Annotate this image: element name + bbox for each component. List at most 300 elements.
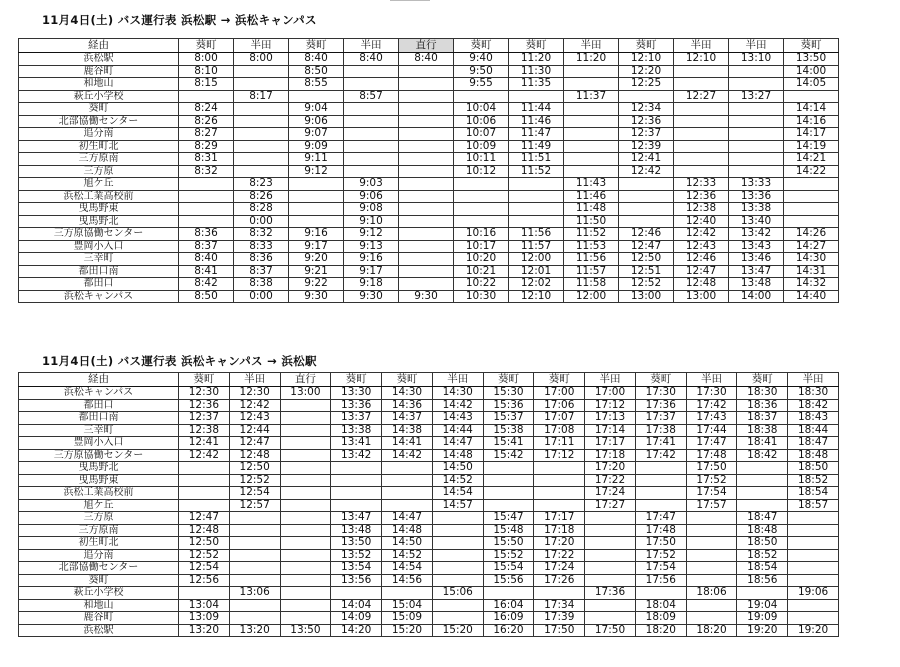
time-cell: 8:26 xyxy=(179,115,234,128)
time-cell: 18:41 xyxy=(737,437,788,450)
time-cell: 17:30 xyxy=(686,387,737,400)
time-cell xyxy=(483,474,534,487)
table-row xyxy=(19,78,839,91)
table-row xyxy=(19,115,839,128)
stop-name: 曳馬野北 xyxy=(19,462,179,475)
table-row xyxy=(19,128,839,141)
time-cell: 9:21 xyxy=(289,265,344,278)
time-cell xyxy=(729,103,784,116)
time-cell: 8:50 xyxy=(289,65,344,78)
stop-name: 豊岡小入口 xyxy=(19,437,179,450)
time-cell: 14:56 xyxy=(382,574,433,587)
time-cell xyxy=(534,462,585,475)
time-cell xyxy=(280,524,331,537)
time-cell xyxy=(454,90,509,103)
time-cell: 9:07 xyxy=(289,128,344,141)
table-row xyxy=(19,215,839,228)
time-cell: 14:16 xyxy=(784,115,839,128)
time-cell: 12:27 xyxy=(674,90,729,103)
time-cell xyxy=(399,278,454,291)
time-cell xyxy=(686,574,737,587)
time-cell xyxy=(280,587,331,600)
time-cell xyxy=(483,487,534,500)
time-cell xyxy=(280,599,331,612)
time-cell xyxy=(280,449,331,462)
time-cell: 13:50 xyxy=(784,53,839,66)
time-cell: 8:36 xyxy=(234,253,289,266)
table-row xyxy=(19,265,839,278)
time-cell xyxy=(234,153,289,166)
time-cell: 8:26 xyxy=(234,190,289,203)
time-cell: 17:11 xyxy=(534,437,585,450)
time-cell xyxy=(344,115,399,128)
time-cell: 12:39 xyxy=(619,140,674,153)
time-cell xyxy=(585,512,636,525)
time-cell xyxy=(382,499,433,512)
time-cell xyxy=(289,178,344,191)
time-cell: 9:12 xyxy=(344,228,399,241)
time-cell: 8:38 xyxy=(234,278,289,291)
time-cell: 8:00 xyxy=(234,53,289,66)
time-cell: 9:13 xyxy=(344,240,399,253)
time-cell xyxy=(737,587,788,600)
stop-name: 萩丘小学校 xyxy=(19,587,179,600)
table-row xyxy=(19,487,839,500)
time-cell: 13:54 xyxy=(331,562,382,575)
time-cell xyxy=(289,203,344,216)
time-cell: 17:24 xyxy=(585,487,636,500)
route-header: 半田 xyxy=(686,373,737,387)
time-cell: 18:36 xyxy=(737,399,788,412)
time-cell: 13:50 xyxy=(331,537,382,550)
time-cell: 12:51 xyxy=(619,265,674,278)
time-cell xyxy=(534,587,585,600)
time-cell: 17:47 xyxy=(686,437,737,450)
table-row xyxy=(19,512,839,525)
time-cell: 9:09 xyxy=(289,140,344,153)
stop-name: 都田口 xyxy=(19,278,179,291)
time-cell: 17:48 xyxy=(635,524,686,537)
time-cell xyxy=(432,612,483,625)
stop-name: 和地山 xyxy=(19,599,179,612)
time-cell: 17:54 xyxy=(686,487,737,500)
time-cell xyxy=(399,190,454,203)
time-cell: 12:38 xyxy=(179,424,230,437)
time-cell xyxy=(674,140,729,153)
time-cell: 12:54 xyxy=(229,487,280,500)
stop-name: 三方原協働センター xyxy=(19,228,179,241)
table-row xyxy=(19,278,839,291)
route-header: 葵町 xyxy=(331,373,382,387)
time-cell: 12:42 xyxy=(229,399,280,412)
stop-name: 浜松キャンパス xyxy=(19,290,179,303)
time-cell: 9:22 xyxy=(289,278,344,291)
time-cell: 12:41 xyxy=(619,153,674,166)
time-cell: 18:04 xyxy=(635,599,686,612)
table-row xyxy=(19,399,839,412)
stop-name: 和地山 xyxy=(19,78,179,91)
time-cell: 8:27 xyxy=(179,128,234,141)
time-cell xyxy=(686,524,737,537)
table-row xyxy=(19,599,839,612)
time-cell: 12:50 xyxy=(619,253,674,266)
stop-name: 曳馬野東 xyxy=(19,203,179,216)
time-cell xyxy=(432,549,483,562)
time-cell: 14:30 xyxy=(382,387,433,400)
time-cell: 17:50 xyxy=(686,462,737,475)
time-cell: 11:52 xyxy=(564,228,619,241)
time-cell: 11:50 xyxy=(564,215,619,228)
time-cell: 14:54 xyxy=(382,562,433,575)
time-cell: 12:42 xyxy=(179,449,230,462)
time-cell: 18:44 xyxy=(788,424,839,437)
time-cell xyxy=(229,549,280,562)
stop-name: 三方原南 xyxy=(19,524,179,537)
time-cell xyxy=(788,549,839,562)
time-cell: 14:00 xyxy=(729,290,784,303)
time-cell: 11:20 xyxy=(509,53,564,66)
time-cell: 17:13 xyxy=(585,412,636,425)
time-cell: 11:44 xyxy=(509,103,564,116)
time-cell xyxy=(454,215,509,228)
time-cell: 10:21 xyxy=(454,265,509,278)
time-cell: 17:27 xyxy=(585,499,636,512)
time-cell: 14:30 xyxy=(784,253,839,266)
time-cell: 17:42 xyxy=(635,449,686,462)
time-cell xyxy=(234,140,289,153)
time-cell: 12:41 xyxy=(179,437,230,450)
time-cell: 13:48 xyxy=(729,278,784,291)
route-header: 葵町 xyxy=(619,39,674,53)
time-cell: 18:09 xyxy=(635,612,686,625)
time-cell xyxy=(432,512,483,525)
time-cell: 18:37 xyxy=(737,412,788,425)
time-cell: 9:40 xyxy=(454,53,509,66)
time-cell: 17:17 xyxy=(534,512,585,525)
time-cell xyxy=(280,462,331,475)
time-cell xyxy=(509,90,564,103)
time-cell: 17:48 xyxy=(686,449,737,462)
time-cell: 17:20 xyxy=(585,462,636,475)
time-cell: 17:26 xyxy=(534,574,585,587)
table-row xyxy=(19,140,839,153)
time-cell xyxy=(585,562,636,575)
time-cell xyxy=(784,190,839,203)
stop-name: 豊岡小入口 xyxy=(19,240,179,253)
stop-name: 追分南 xyxy=(19,128,179,141)
time-cell: 9:30 xyxy=(399,290,454,303)
time-cell: 14:31 xyxy=(784,265,839,278)
time-cell: 12:37 xyxy=(179,412,230,425)
time-cell xyxy=(788,562,839,575)
time-cell xyxy=(674,153,729,166)
time-cell: 9:17 xyxy=(289,240,344,253)
stop-name: 三方原南 xyxy=(19,153,179,166)
stop-name: 初生町北 xyxy=(19,140,179,153)
stop-name: 浜松駅 xyxy=(19,624,179,637)
time-cell: 15:20 xyxy=(382,624,433,637)
time-cell xyxy=(585,599,636,612)
route-header: 直行 xyxy=(399,39,454,53)
time-cell: 14:17 xyxy=(784,128,839,141)
time-cell xyxy=(585,612,636,625)
time-cell: 9:10 xyxy=(344,215,399,228)
time-cell: 18:50 xyxy=(737,537,788,550)
time-cell: 13:09 xyxy=(179,612,230,625)
time-cell: 13:43 xyxy=(729,240,784,253)
time-cell xyxy=(729,115,784,128)
time-cell: 18:54 xyxy=(788,487,839,500)
time-cell: 12:47 xyxy=(179,512,230,525)
time-cell: 10:11 xyxy=(454,153,509,166)
time-cell: 14:42 xyxy=(382,449,433,462)
time-cell: 12:40 xyxy=(674,215,729,228)
time-cell xyxy=(729,78,784,91)
route-header: 半田 xyxy=(674,39,729,53)
table-row xyxy=(19,290,839,303)
time-cell: 9:06 xyxy=(344,190,399,203)
time-cell xyxy=(179,487,230,500)
time-cell xyxy=(280,499,331,512)
stop-name: 三方原 xyxy=(19,165,179,178)
time-cell: 12:20 xyxy=(619,65,674,78)
time-cell: 17:22 xyxy=(534,549,585,562)
stop-name: 浜松工業高校前 xyxy=(19,487,179,500)
route-header: 葵町 xyxy=(483,373,534,387)
time-cell xyxy=(179,215,234,228)
time-cell: 17:24 xyxy=(534,562,585,575)
time-cell: 14:47 xyxy=(382,512,433,525)
time-cell: 14:30 xyxy=(432,387,483,400)
time-cell xyxy=(344,153,399,166)
time-cell xyxy=(432,537,483,550)
time-cell: 12:10 xyxy=(509,290,564,303)
time-cell xyxy=(619,203,674,216)
time-cell: 12:10 xyxy=(619,53,674,66)
time-cell: 12:30 xyxy=(229,387,280,400)
time-cell: 13:20 xyxy=(179,624,230,637)
time-cell xyxy=(280,437,331,450)
time-cell xyxy=(399,65,454,78)
time-cell: 12:00 xyxy=(564,290,619,303)
time-cell xyxy=(382,474,433,487)
time-cell: 8:29 xyxy=(179,140,234,153)
route-header: 半田 xyxy=(344,39,399,53)
time-cell xyxy=(729,128,784,141)
time-cell xyxy=(509,203,564,216)
route-header: 半田 xyxy=(229,373,280,387)
time-cell: 18:30 xyxy=(737,387,788,400)
time-cell: 19:20 xyxy=(737,624,788,637)
time-cell: 13:52 xyxy=(331,549,382,562)
time-cell: 10:20 xyxy=(454,253,509,266)
route-header: 半田 xyxy=(729,39,784,53)
time-cell: 17:22 xyxy=(585,474,636,487)
table-row xyxy=(19,253,839,266)
time-cell: 14:57 xyxy=(432,499,483,512)
time-cell xyxy=(737,474,788,487)
time-cell xyxy=(280,399,331,412)
time-cell: 12:42 xyxy=(674,228,729,241)
time-cell xyxy=(619,178,674,191)
time-cell: 13:04 xyxy=(179,599,230,612)
time-cell: 8:17 xyxy=(234,90,289,103)
time-cell: 0:00 xyxy=(234,215,289,228)
time-cell: 15:30 xyxy=(483,387,534,400)
header-label: 経由 xyxy=(19,373,179,387)
time-cell xyxy=(674,103,729,116)
time-cell xyxy=(509,215,564,228)
time-cell: 8:57 xyxy=(344,90,399,103)
time-cell: 10:30 xyxy=(454,290,509,303)
route-header: 半田 xyxy=(585,373,636,387)
time-cell xyxy=(686,612,737,625)
time-cell xyxy=(686,562,737,575)
time-cell: 8:33 xyxy=(234,240,289,253)
time-cell: 17:12 xyxy=(534,449,585,462)
table-row xyxy=(19,424,839,437)
time-cell: 13:47 xyxy=(331,512,382,525)
table-row xyxy=(19,624,839,637)
table-row xyxy=(19,449,839,462)
time-cell xyxy=(229,599,280,612)
time-cell: 18:43 xyxy=(788,412,839,425)
stop-name: 都田口南 xyxy=(19,265,179,278)
table-row xyxy=(19,165,839,178)
time-cell xyxy=(788,537,839,550)
table-row xyxy=(19,574,839,587)
time-cell: 17:36 xyxy=(585,587,636,600)
time-cell: 8:32 xyxy=(179,165,234,178)
time-cell xyxy=(788,512,839,525)
time-cell xyxy=(399,203,454,216)
time-cell: 14:48 xyxy=(432,449,483,462)
time-cell: 12:48 xyxy=(229,449,280,462)
time-cell xyxy=(585,574,636,587)
time-cell xyxy=(179,203,234,216)
time-cell: 15:47 xyxy=(483,512,534,525)
time-cell xyxy=(674,65,729,78)
table-row xyxy=(19,387,839,400)
time-cell: 15:38 xyxy=(483,424,534,437)
time-cell: 17:14 xyxy=(585,424,636,437)
route-header: 葵町 xyxy=(179,373,230,387)
route-header: 葵町 xyxy=(737,373,788,387)
time-cell xyxy=(234,65,289,78)
time-cell xyxy=(179,90,234,103)
time-cell: 16:04 xyxy=(483,599,534,612)
table-row xyxy=(19,240,839,253)
time-cell: 15:36 xyxy=(483,399,534,412)
stop-name: 北部協働センター xyxy=(19,115,179,128)
time-cell xyxy=(788,612,839,625)
time-cell: 12:57 xyxy=(229,499,280,512)
table-row xyxy=(19,153,839,166)
time-cell: 12:50 xyxy=(229,462,280,475)
time-cell: 8:40 xyxy=(179,253,234,266)
time-cell: 13:38 xyxy=(331,424,382,437)
time-cell: 13:37 xyxy=(331,412,382,425)
time-cell xyxy=(454,178,509,191)
time-cell: 13:48 xyxy=(331,524,382,537)
time-cell: 12:02 xyxy=(509,278,564,291)
time-cell xyxy=(280,412,331,425)
stop-name: 浜松キャンパス xyxy=(19,387,179,400)
time-cell: 9:04 xyxy=(289,103,344,116)
time-cell: 18:47 xyxy=(737,512,788,525)
time-cell: 18:47 xyxy=(788,437,839,450)
time-cell xyxy=(399,265,454,278)
time-cell: 8:40 xyxy=(289,53,344,66)
time-cell: 9:18 xyxy=(344,278,399,291)
time-cell: 18:52 xyxy=(788,474,839,487)
time-cell: 16:20 xyxy=(483,624,534,637)
time-cell: 14:44 xyxy=(432,424,483,437)
time-cell xyxy=(280,424,331,437)
time-cell xyxy=(619,215,674,228)
time-cell: 18:30 xyxy=(788,387,839,400)
time-cell: 19:20 xyxy=(788,624,839,637)
time-cell: 18:42 xyxy=(788,399,839,412)
stop-name: 追分南 xyxy=(19,549,179,562)
time-cell xyxy=(234,103,289,116)
time-cell: 17:39 xyxy=(534,612,585,625)
time-cell: 8:37 xyxy=(179,240,234,253)
time-cell: 0:00 xyxy=(234,290,289,303)
time-cell xyxy=(509,190,564,203)
time-cell xyxy=(788,599,839,612)
time-cell: 14:14 xyxy=(784,103,839,116)
time-cell xyxy=(234,115,289,128)
time-cell: 19:06 xyxy=(788,587,839,600)
time-cell xyxy=(784,203,839,216)
time-cell: 11:51 xyxy=(509,153,564,166)
time-cell xyxy=(399,128,454,141)
time-cell: 17:08 xyxy=(534,424,585,437)
time-cell: 12:48 xyxy=(179,524,230,537)
time-cell: 12:42 xyxy=(619,165,674,178)
time-cell xyxy=(229,612,280,625)
time-cell xyxy=(635,462,686,475)
time-cell xyxy=(432,574,483,587)
route-header: 半田 xyxy=(564,39,619,53)
time-cell xyxy=(564,115,619,128)
time-cell: 15:56 xyxy=(483,574,534,587)
time-cell: 18:38 xyxy=(737,424,788,437)
time-cell xyxy=(399,140,454,153)
time-cell: 11:56 xyxy=(509,228,564,241)
time-cell: 14:41 xyxy=(382,437,433,450)
time-cell xyxy=(635,487,686,500)
time-cell: 11:48 xyxy=(564,203,619,216)
time-cell xyxy=(399,240,454,253)
time-cell: 8:41 xyxy=(179,265,234,278)
time-cell: 13:38 xyxy=(729,203,784,216)
time-cell: 12:00 xyxy=(509,253,564,266)
time-cell xyxy=(788,524,839,537)
time-cell: 14:22 xyxy=(784,165,839,178)
time-cell xyxy=(788,574,839,587)
time-cell: 14:42 xyxy=(432,399,483,412)
time-cell: 9:55 xyxy=(454,78,509,91)
time-cell: 14:52 xyxy=(382,549,433,562)
time-cell: 13:56 xyxy=(331,574,382,587)
time-cell: 9:30 xyxy=(344,290,399,303)
time-cell xyxy=(331,587,382,600)
time-cell: 14:05 xyxy=(784,78,839,91)
time-cell: 17:18 xyxy=(585,449,636,462)
time-cell: 14:54 xyxy=(432,487,483,500)
